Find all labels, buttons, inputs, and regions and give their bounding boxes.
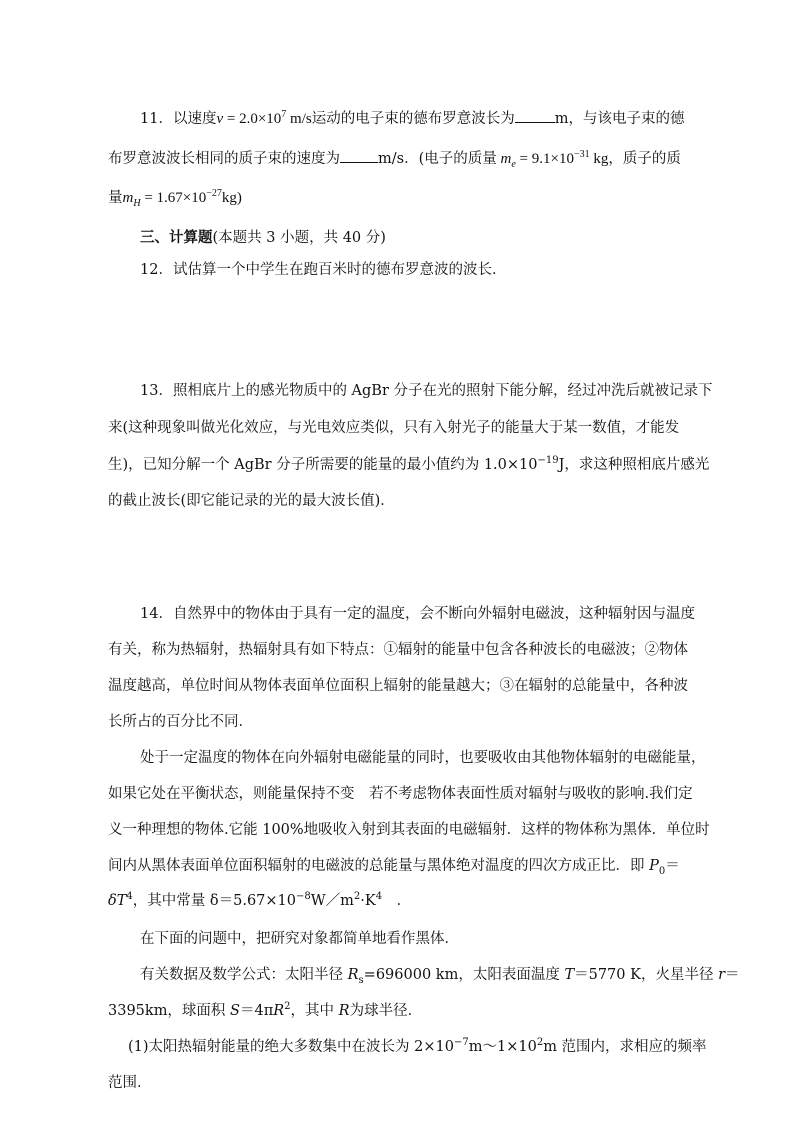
q11-line-1 <box>140 108 684 129</box>
text-run: (1)太阳热辐射能量的绝大多数集中在波长为 2×10 <box>128 1039 454 1055</box>
q14-p4-line-1 <box>140 965 740 985</box>
unit-label: m/s <box>378 151 405 167</box>
q13-line-1: 13．照相底片上的感光物质中的 AgBr 分子在光的照射下能分解，经过冲洗后就被记录下 <box>140 383 713 399</box>
text-run: ，其中常量 δ＝5.67×10 <box>132 893 297 909</box>
exponent: 2 <box>536 1037 544 1049</box>
text-run: ． <box>382 893 412 909</box>
text-run: m 范围内，求相应的频率 <box>543 1039 707 1055</box>
text-run: ＝ <box>725 967 740 983</box>
text-run: 间内从黑体表面单位面积辐射的电磁波的总能量与黑体绝对温度的四次方成正比．即 <box>108 858 650 874</box>
q11-line-3 <box>108 188 242 208</box>
q14-p1-line-4: 长所占的百分比不同． <box>108 714 253 730</box>
text-run: 运动的电子束的德布罗意波长为 <box>311 111 515 127</box>
exponent: −7 <box>453 1037 469 1049</box>
text-run: ＝ <box>665 858 680 874</box>
radius-symbol: R <box>338 1003 350 1019</box>
text-run: m～1×10 <box>468 1039 537 1055</box>
velocity-formula: $v = 2.0\times 10^7$ m/s <box>216 109 312 127</box>
subscript: s <box>358 974 364 986</box>
exponent: 4 <box>126 891 133 903</box>
text-run: 3395km，球面积 <box>108 1003 231 1019</box>
power-symbol: P <box>649 858 659 874</box>
q14-p2-line-4 <box>108 856 680 876</box>
text-run: ，质子的质 <box>608 151 681 167</box>
answer-blank-2[interactable] <box>340 148 378 163</box>
text-run: W／m <box>310 893 354 909</box>
text-run: 生)，已知分解一个 AgBr 分子所需要的能量的最小值约为 1.0×10 <box>108 457 538 473</box>
q14-p2-line-1: 处于一定温度的物体在向外辐射电磁能量的同时，也要吸收由其他物体辐射的电磁能量， <box>140 750 706 766</box>
section-heading <box>140 228 386 248</box>
text-run: 量 <box>108 190 123 206</box>
text-run: 布罗意波波长相同的质子束的速度为 <box>108 151 340 167</box>
sun-radius-symbol: R <box>347 967 359 983</box>
temperature-symbol: T <box>116 893 127 909</box>
q13-line-4: 的截止波长(即它能记录的光的最大波长值)． <box>108 493 395 509</box>
q14-p2-line-5 <box>108 891 411 911</box>
text-run: ，其中 <box>290 1003 339 1019</box>
q14-sub1-line-2: 范围． <box>108 1075 152 1091</box>
text-run: 有关数据及数学公式：太阳半径 <box>140 967 348 983</box>
mars-radius-symbol: r <box>718 967 725 983</box>
text-run: ·K <box>360 893 376 909</box>
subscript: 0 <box>658 865 666 877</box>
exponent: 2 <box>284 1001 291 1013</box>
radius-symbol: R <box>273 1003 285 1019</box>
q11-line-2 <box>108 148 681 169</box>
q13-line-3 <box>108 455 709 475</box>
q12-text: 12．试估算一个中学生在跑百米时的德布罗意波的波长． <box>140 262 507 278</box>
q14-p1-line-3: 温度越高，单位时间从物体表面单位面积上辐射的能量越大；③在辐射的总能量中，各种波 <box>108 678 688 694</box>
q14-p2-line-2: 如果它处在平衡状态，则能量保持不变 若不考虑物体表面性质对辐射与吸收的影响.我们定 <box>108 786 693 802</box>
text-run: ，与该电子束的德 <box>568 111 685 127</box>
text-run: ．(电子的质量 <box>404 151 497 167</box>
area-symbol: S <box>230 1003 240 1019</box>
exponent: −8 <box>296 891 311 903</box>
text-run: J，求这种照相底片感光 <box>558 457 710 473</box>
exponent: 2 <box>353 891 361 903</box>
text-run: =696000 km，太阳表面温度 <box>363 967 565 983</box>
q14-p1-line-1: 14．自然界中的物体由于具有一定的温度，会不断向外辐射电磁波，这种辐射因与温度 <box>140 606 695 622</box>
q14-p2-line-3: 义一种理想的物体.它能 100%地吸收入射到其表面的电磁辐射．这样的物体称为黑体．单位时 <box>108 822 710 838</box>
section-label: 三、计算题 <box>140 229 213 246</box>
text-run: ＝4π <box>239 1003 274 1019</box>
text-run: 以速度 <box>172 111 217 127</box>
temperature-symbol: T <box>564 967 575 983</box>
q14-p4-line-2 <box>108 1001 422 1021</box>
exponent: −19 <box>537 455 559 467</box>
question-number: 11． <box>140 111 173 127</box>
text-run: ＝5770 K，火星半径 <box>574 967 719 983</box>
q14-sub1-line-1 <box>128 1037 707 1057</box>
q14-p3: 在下面的问题中，把研究对象都简单地看作黑体． <box>140 931 459 947</box>
unit-label: m <box>554 111 569 127</box>
sigma-symbol: δ <box>108 893 117 909</box>
answer-blank-1[interactable] <box>515 108 555 123</box>
exponent: 4 <box>375 891 383 903</box>
text-run: 为球半径． <box>349 1003 423 1019</box>
section-note: (本题共 3 小题，共 40 分) <box>212 230 386 246</box>
proton-mass-formula: $m_H = 1.67\times 10^{-27}kg$) <box>122 188 242 209</box>
q13-line-2: 来(这种现象叫做光化效应，与光电效应类似，只有入射光子的能量大于某一数值，才能发 <box>108 420 680 436</box>
electron-mass-formula: $m_e = 9.1\times 10^{-31}$ kg <box>500 149 609 170</box>
q14-p1-line-2: 有关，称为热辐射，热辐射具有如下特点：①辐射的能量中包含各种波长的电磁波；②物体 <box>108 642 688 658</box>
